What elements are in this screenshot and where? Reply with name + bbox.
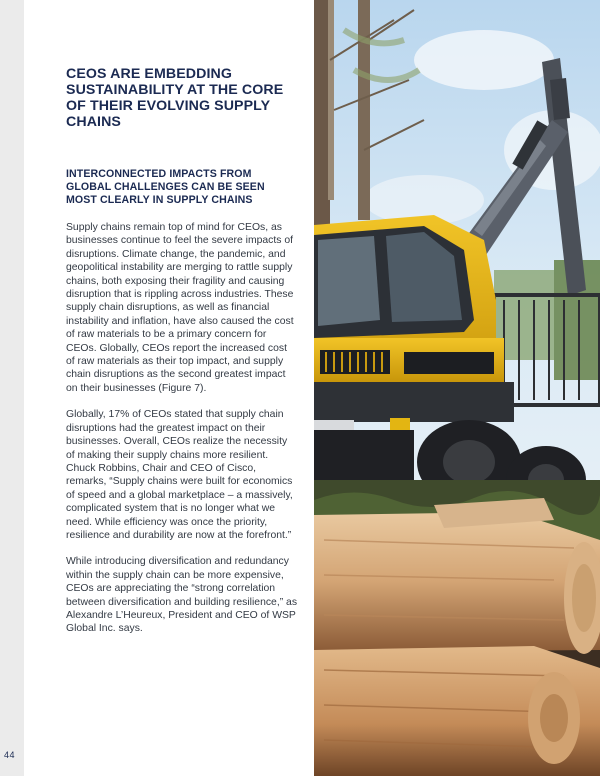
paragraph-2: Globally, 17% of CEOs stated that supply chain disruptions had the greatest impact on their businesses. Overall, CEOs realize the necessity of making their supply chains more resilient. Chuck Robbins, Chair and CEO of Cisco, remarks, “Supply chains were built for economics of speed and a global marketplace – a massively, complicated system that is no longer what we need. While efficiency was once the priority, resilience and durability are now at the forefront.” bbox=[66, 409, 293, 541]
forestry-harvester-photo bbox=[314, 0, 600, 776]
article-column bbox=[66, 66, 298, 636]
paragraph-1: Supply chains remain top of mind for CEOs, as businesses continue to feel the severe impacts of disruptions. Climate change, the pandemic, and geopolitical instability are merging to rattle supply chains, both exposing their fragility and causing disruption that is rippling across industries. These supply chain disruptions, as well as financial instability and inflation, have also caused the cost of raw materials to be a primary concern for CEOs. Globally, CEOs report the increased cost of raw materials as their top impact, and supply chain disruptions as the second greatest impact on their businesses (Figure 7). bbox=[66, 222, 294, 394]
paragraph-3: While introducing diversification and redundancy within the supply chain can be more expensive, CEOs are appreciating the “strong correlation between diversification and building resilience,” as Alexandre L’Heureux, President and CEO of WSP Global Inc. says. bbox=[66, 556, 298, 635]
article-title: CEOS ARE EMBEDDING SUSTAINABILITY AT THE CORE OF THEIR EVOLVING SUPPLY CHAINS bbox=[66, 66, 284, 130]
left-margin-strip bbox=[0, 0, 24, 776]
article-subheading: INTERCONNECTED IMPACTS FROM GLOBAL CHALLENGES CAN BE SEEN MOST CLEARLY IN SUPPLY CHAINS bbox=[66, 168, 265, 206]
page-number: 44 bbox=[4, 750, 16, 760]
